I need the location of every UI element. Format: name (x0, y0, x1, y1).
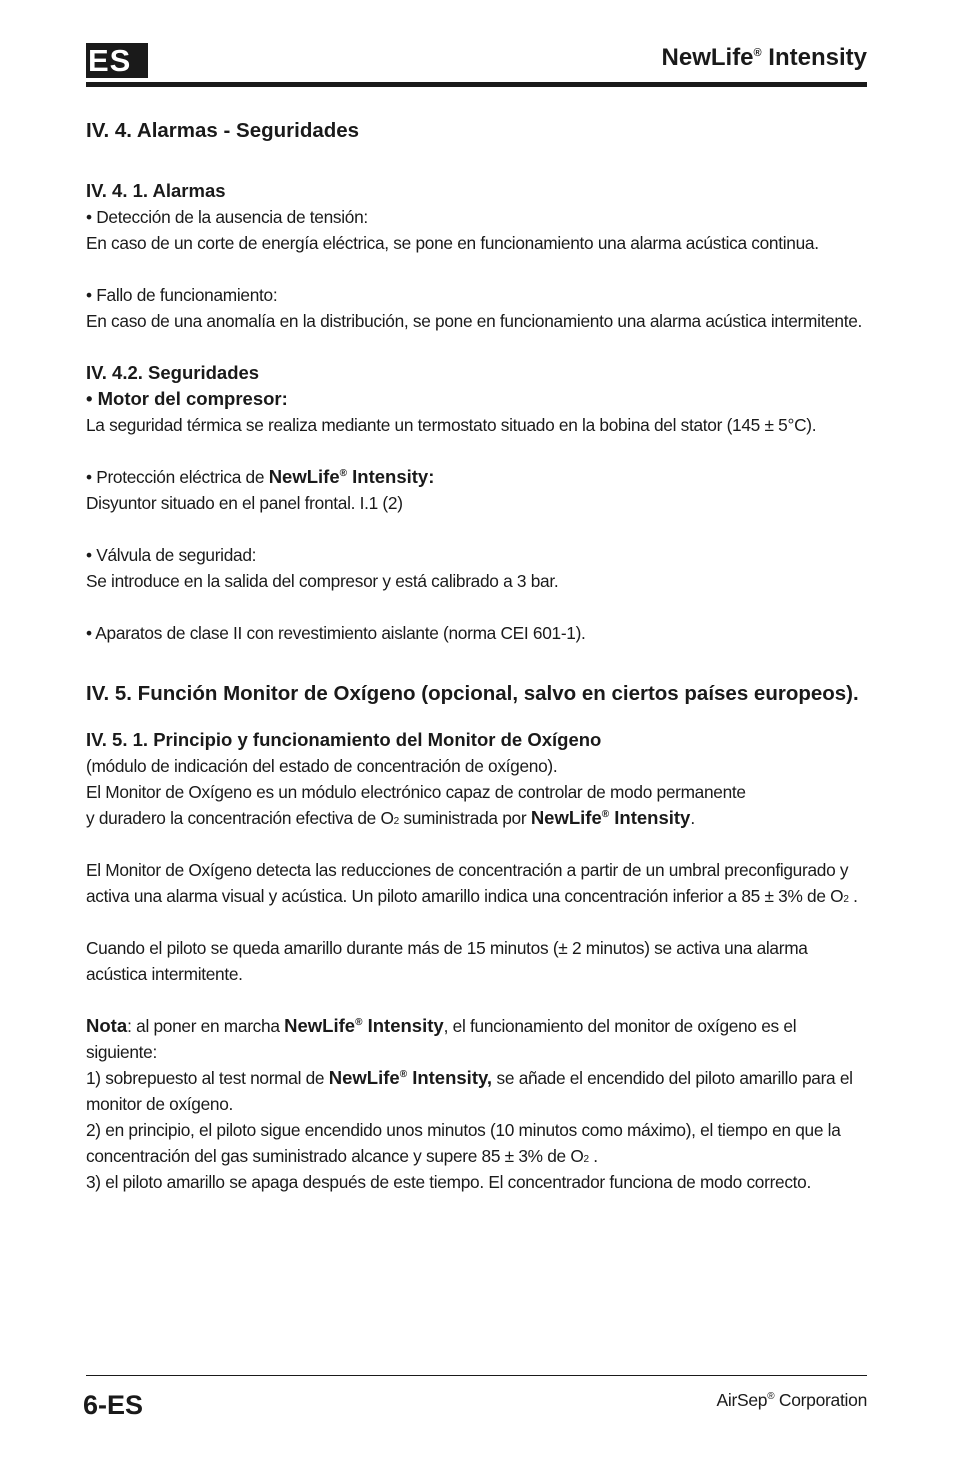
subsection-title-principle: IV. 5. 1. Principio y funcionamiento del Monitor de Oxígeno (86, 729, 602, 750)
section-title-alarms: IV. 4. Alarmas - Seguridades (86, 119, 360, 142)
bullet-valve-text: Se introduce en la salida del compresor y está calibrado a 3 bar. (86, 571, 559, 591)
page-content (86, 118, 870, 1195)
bullet-valve-label: • Válvula de seguridad: (86, 545, 257, 565)
bullet-motor-text: La seguridad térmica se realiza mediante un termostato situado en la bobina del stator (145 ± 5°C). (86, 415, 817, 435)
bullet-failure-label: • Fallo de funcionamiento: (86, 285, 278, 305)
company-name: AirSep® Corporation (716, 1390, 867, 1410)
subsection-title-alarms: IV. 4. 1. Alarmas (86, 180, 226, 201)
bullet-voltage-label: • Detección de la ausencia de tensión: (86, 207, 368, 227)
note-step-3: 3) el piloto amarillo se apaga después de este tiempo. El concentrador funciona de modo correcto. (86, 1172, 811, 1192)
yellow-light-paragraph: Cuando el piloto se queda amarillo durante más de 15 minutos (± 2 minutos) se activa una alarma acústica intermitente. (86, 938, 808, 984)
page-number: 6-ES (83, 1390, 144, 1420)
footer-rule (86, 1375, 867, 1376)
principle-line-3: y duradero la concentración efectiva de O2 suministrada por NewLife® Intensity. (86, 807, 695, 828)
subsection-title-safety: IV. 4.2. Seguridades (86, 362, 260, 383)
principle-line-1: (módulo de indicación del estado de concentración de oxígeno). (86, 756, 558, 776)
product-title: NewLife® Intensity (661, 44, 867, 71)
header-rule (86, 82, 867, 87)
note-paragraph: Nota: al poner en marcha NewLife® Intensity, el funcionamiento del monitor de oxígeno es el siguiente: (86, 1015, 797, 1062)
bullet-motor-label: • Motor del compresor: (86, 388, 288, 409)
detection-paragraph: El Monitor de Oxígeno detecta las reducciones de concentración a partir de un umbral preconfigurado y activa una alarma visual y acústica. Un piloto amarillo indica una concentración inferior a 85 ± 3% de O2 . (86, 860, 858, 906)
note-step-1: 1) sobrepuesto al test normal de NewLife® Intensity, se añade el encendido del piloto amarillo para el monitor de oxígeno. (86, 1067, 853, 1114)
section-title-oxygen-monitor: IV. 5. Función Monitor de Oxígeno (opcional, salvo en ciertos países europeos). (86, 682, 859, 705)
bullet-class-text: • Aparatos de clase II con revestimiento aislante (norma CEI 601-1). (86, 623, 586, 643)
principle-line-2: El Monitor de Oxígeno es un módulo electrónico capaz de controlar de modo permanente (86, 782, 746, 802)
language-badge: ES (86, 43, 148, 78)
bullet-failure-text: En caso de una anomalía en la distribución, se pone en funcionamiento una alarma acústica intermitente. (86, 311, 863, 331)
bullet-voltage-text: En caso de un corte de energía eléctrica, se pone en funcionamiento una alarma acústica continua. (86, 233, 819, 253)
bullet-protection-text: Disyuntor situado en el panel frontal. I.1 (2) (86, 493, 403, 513)
bullet-protection-label: • Protección eléctrica de NewLife® Intensity: (86, 466, 435, 487)
note-step-2: 2) en principio, el piloto sigue encendido unos minutos (10 minutos como máximo), el tiempo en que la concentración del gas suministrado alcance y supere 85 ± 3% de O2 . (86, 1120, 841, 1166)
